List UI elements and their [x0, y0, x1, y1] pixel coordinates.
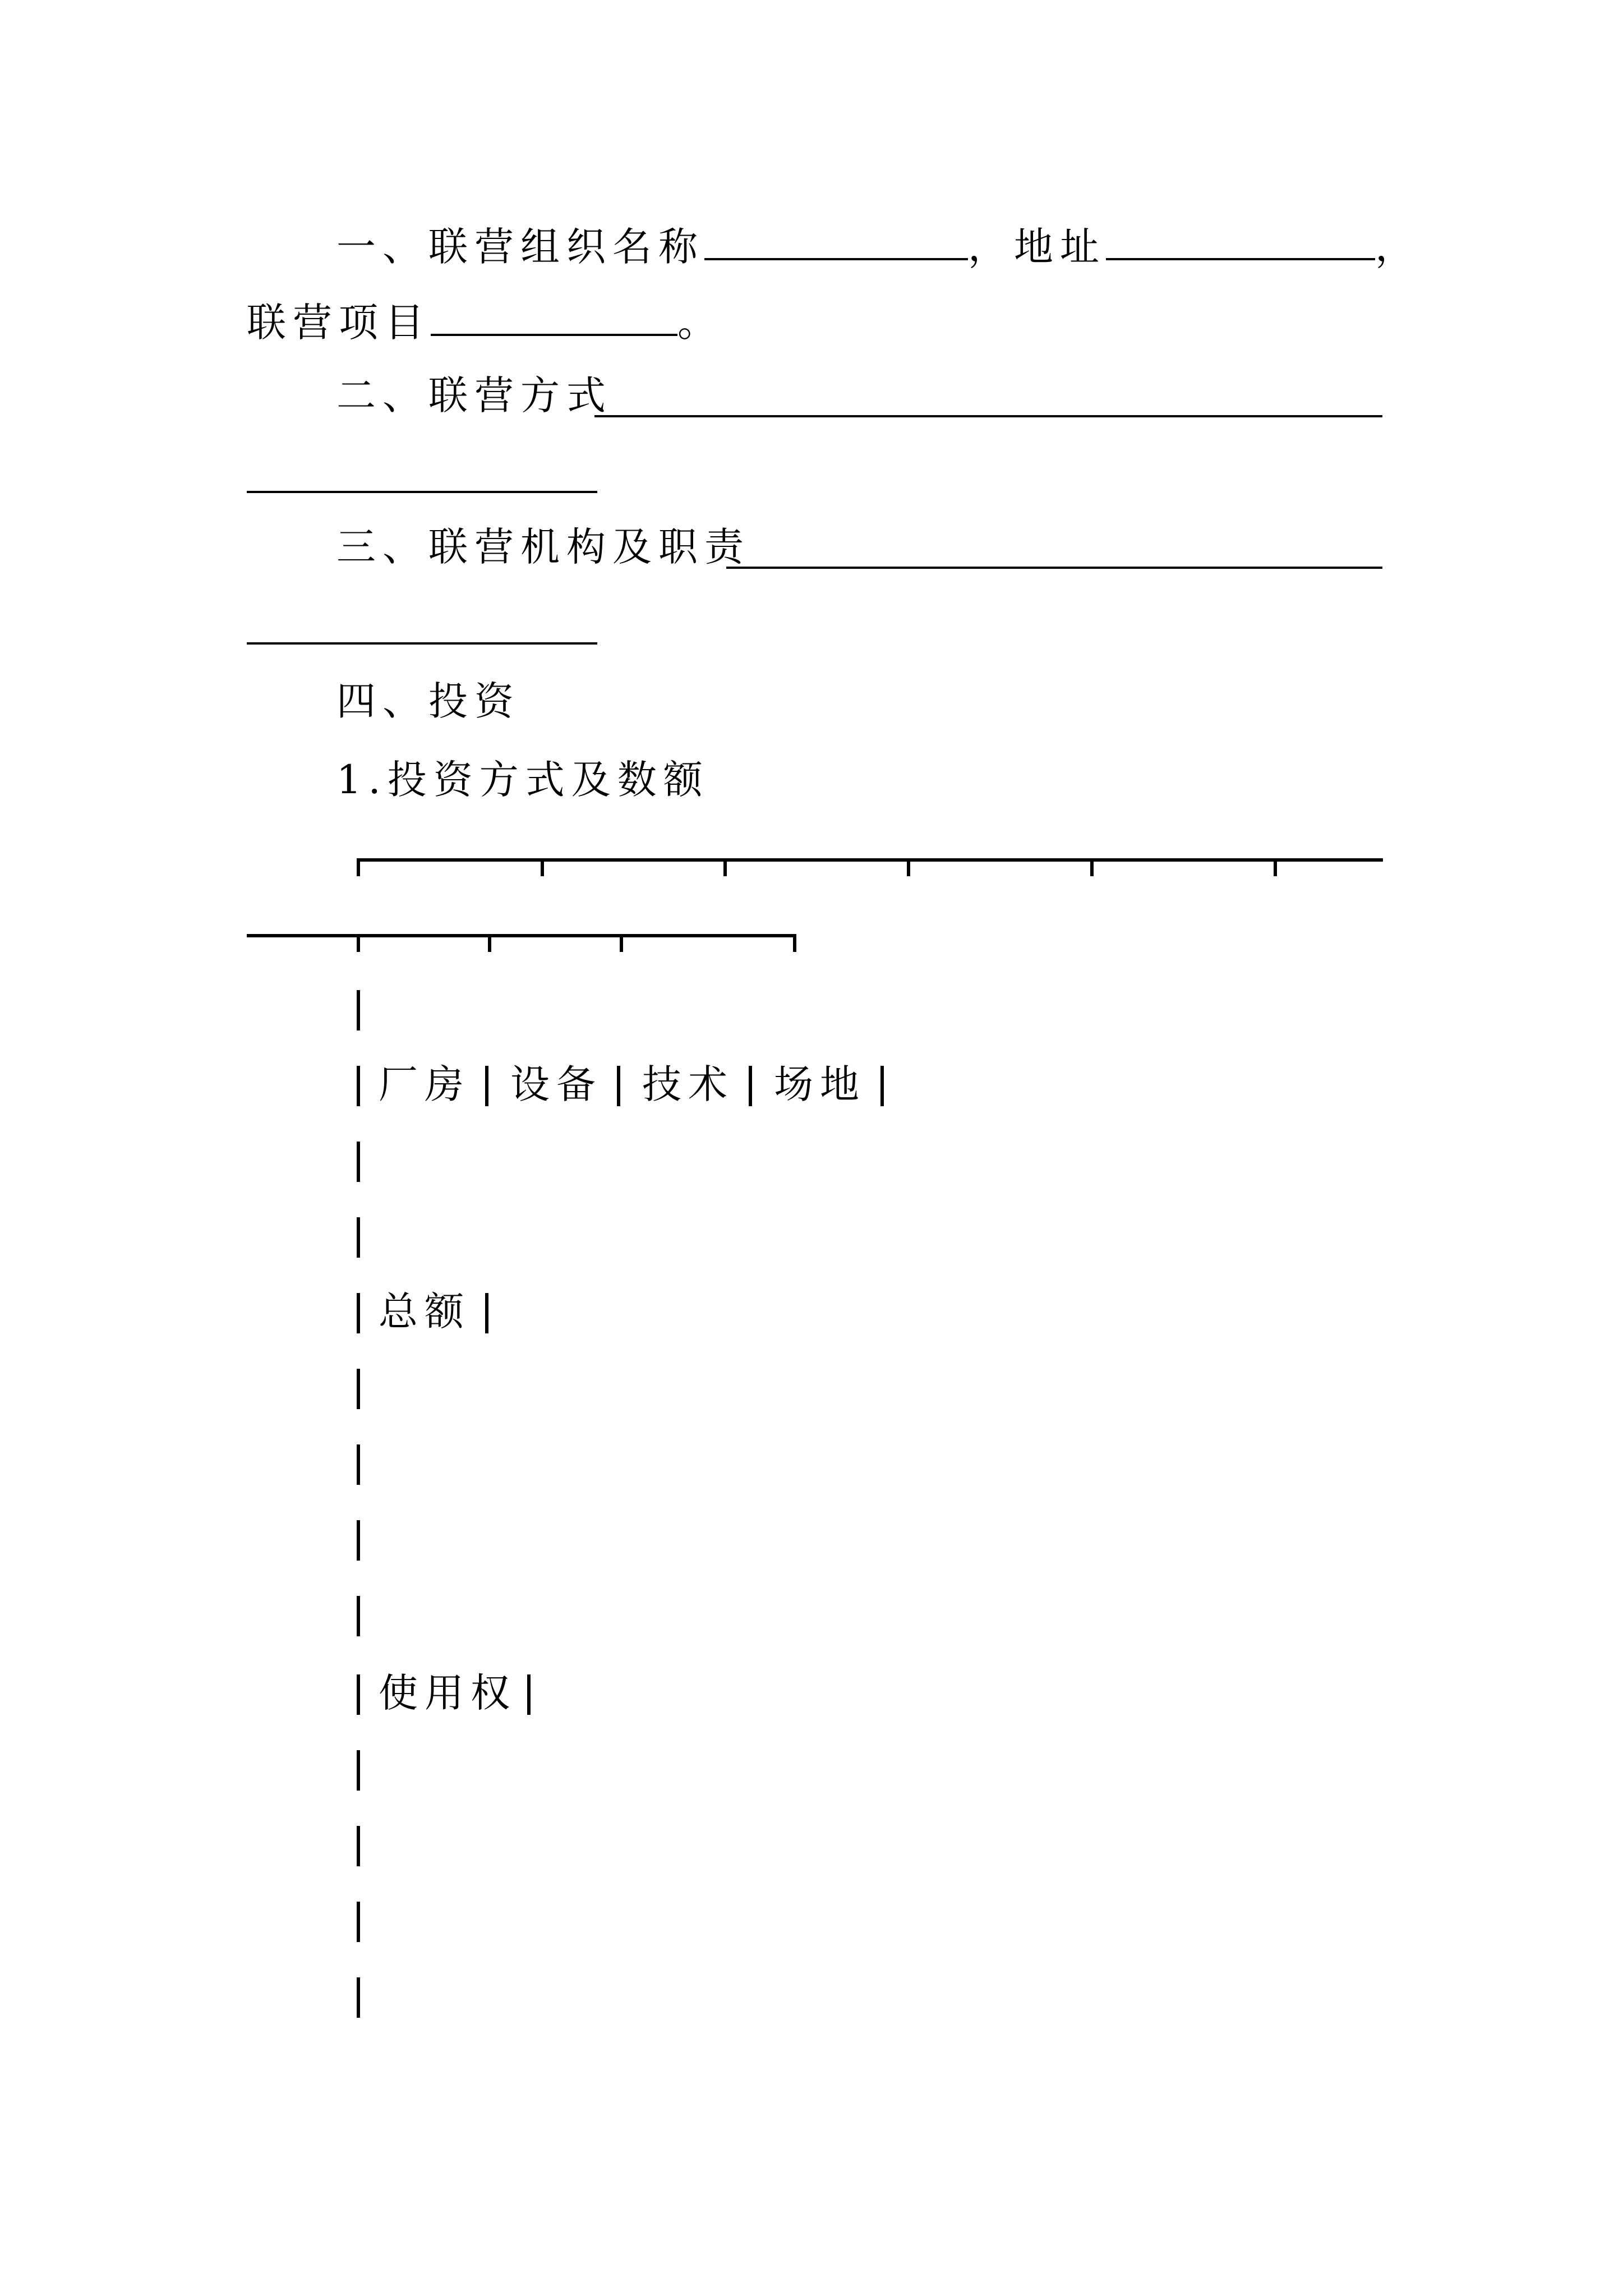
table-tick: [488, 934, 491, 952]
table-tick: [1090, 858, 1094, 876]
section2-line: [336, 370, 612, 421]
table-left-border: [357, 1977, 360, 2018]
cell-technology: 技术: [642, 1061, 734, 1107]
address-label: ，地址: [968, 224, 1106, 270]
table-cell-divider: [617, 1066, 620, 1106]
table-tick: [357, 934, 360, 952]
table-left-border: [357, 1520, 360, 1561]
table-left-border: [357, 1066, 360, 1106]
section3-blank-line1[interactable]: [726, 567, 1382, 569]
cell-site: 场地: [774, 1061, 866, 1107]
table-left-border: [357, 1826, 360, 1866]
table-cell-divider: [485, 1293, 488, 1333]
table-tick: [1274, 858, 1277, 876]
comma: ，: [1375, 224, 1421, 270]
section3-line: [336, 522, 750, 572]
org-name-blank[interactable]: [704, 219, 968, 260]
table-tick: [723, 858, 727, 876]
section4-sub1-text: 1.投资方式及数额: [336, 757, 709, 803]
table-left-border: [357, 1369, 360, 1409]
section2-blank-line2[interactable]: [247, 491, 597, 493]
table-tick: [620, 934, 623, 952]
cell-usage-rights: 使用权: [379, 1670, 517, 1716]
table-top-border: [357, 858, 1383, 862]
table-tick: [907, 858, 910, 876]
section1-line1: [336, 219, 1421, 272]
table-left-border: [357, 1674, 360, 1715]
address-blank[interactable]: [1106, 219, 1375, 260]
section4-sub1: [336, 754, 709, 805]
section3-prefix: 三、联营机构及职责: [336, 524, 750, 570]
project-label: 联营项目: [247, 300, 431, 346]
table-left-border: [357, 1142, 360, 1182]
table-left-border: [357, 1217, 360, 1258]
section2-prefix: 二、联营方式: [336, 372, 612, 418]
table-left-border: [357, 1596, 360, 1636]
cell-factory: 厂房: [379, 1061, 471, 1107]
table-cell-divider: [880, 1066, 884, 1106]
table-left-border: [357, 990, 360, 1030]
section1-line2: [247, 295, 723, 348]
table-cell-divider: [527, 1674, 531, 1715]
cell-equipment: 设备: [510, 1061, 602, 1107]
section4-heading-text: 四、投资: [336, 678, 520, 724]
section1-prefix: 一、联营组织名称: [336, 224, 704, 270]
table-tick: [541, 858, 544, 876]
table-left-border: [357, 1293, 360, 1333]
cell-total: 总额: [379, 1289, 471, 1335]
section4-heading: [336, 676, 520, 726]
table-left-border: [357, 1750, 360, 1791]
table-left-border: [357, 1444, 360, 1485]
period: 。: [677, 300, 723, 346]
section3-blank-line2[interactable]: [247, 642, 597, 645]
table-left-border: [357, 1902, 360, 1942]
table-corner-right: [793, 934, 796, 952]
section2-blank-line1[interactable]: [594, 415, 1382, 417]
table-top-border-cont: [247, 934, 796, 937]
project-blank[interactable]: [431, 295, 677, 336]
table-cell-divider: [749, 1066, 752, 1106]
table-corner-left: [357, 858, 360, 876]
table-cell-divider: [485, 1066, 488, 1106]
